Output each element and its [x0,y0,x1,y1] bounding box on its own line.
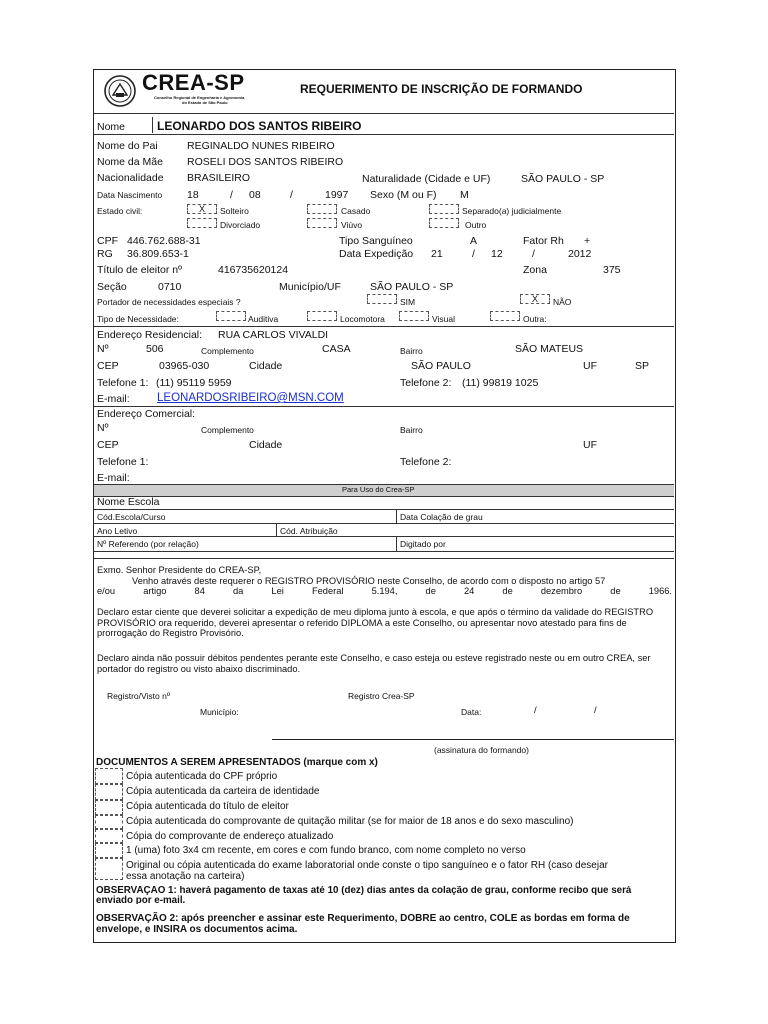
blood-type-label: Tipo Sanguíneo [339,235,413,247]
document-item-voter: Cópia autenticada do título de eleitor [126,801,289,812]
civil-viuvo-label: Viúvo [341,220,363,230]
residential-email-link[interactable]: LEONARDOSRIBEIRO@MSN.COM [157,392,344,404]
civil-outro-label: Outro [465,220,487,230]
civil-casado-label: Casado [341,206,371,216]
need-visual-checkbox[interactable] [399,311,429,321]
civil-separado-label: Separado(a) judicialmente [462,206,562,216]
document-item-photo: 1 (uma) foto 3x4 cm recente, em cores e com fundo branco, com nome completo no verso [126,845,526,856]
civil-casado-checkbox[interactable] [307,204,337,214]
commercial-cep-label: CEP [97,439,119,451]
mother-field[interactable]: ROSELI DOS SANTOS RIBEIRO [187,156,344,168]
signature-caption: (assinatura do formando) [434,745,529,755]
commercial-number-label: Nº [97,422,109,434]
crea-seal-icon [104,75,136,107]
date-label: Data: [461,707,482,717]
logo-text: CREA-SP [142,70,245,95]
rg-issue-month-field[interactable]: 12 [491,248,503,260]
residential-complement-field[interactable]: CASA [322,343,351,355]
course-code-label: Cód.Escola/Curso [97,512,166,522]
date-separator: / [472,248,475,260]
logo-subtitle-1: Conselho Regional de Engenharia e Agronomia [154,95,245,100]
section-label: Seção [97,281,127,293]
logo-subtitle-2: do Estado de São Paulo [182,100,228,105]
residential-street-field[interactable]: RUA CARLOS VIVALDI [218,329,329,341]
county-label: Município/UF [279,281,341,293]
civil-solteiro-label: Solteiro [220,206,249,216]
nationality-label: Nacionalidade [97,172,164,184]
residential-district-field[interactable]: SÃO MATEUS [515,343,584,355]
school-year-label: Ano Letivo [97,526,138,536]
county-field[interactable]: SÃO PAULO - SP [370,281,454,293]
civil-status-label: Estado civil: [97,206,143,216]
sex-field[interactable]: M [460,189,469,201]
nationality-field[interactable]: BRASILEIRO [187,172,251,184]
observation-2: OBSERVAÇÃO 2: após preencher e assinar este Requerimento, DOBRE ao centro, COLE as bordas em forma de envelope, e INSIRA os documentos acima. [96,913,630,935]
special-needs-sim-checkbox[interactable] [367,294,397,304]
document-item-military: Cópia autenticada do comprovante de quitação militar (se for maior de 18 anos e do sexo masculino) [126,816,574,827]
residential-district-label: Bairro [400,346,423,356]
residential-complement-label: Complemento [201,346,254,356]
residential-cep-label: CEP [97,360,119,372]
father-field[interactable]: REGINALDO NUNES RIBEIRO [187,140,335,152]
need-type-label: Tipo de Necessidade: [97,314,179,324]
rh-factor-label: Fator Rh [523,235,564,247]
special-needs-sim-label: SIM [400,297,416,307]
crea-logo [104,70,264,109]
crea-registration-label: Registro Crea-SP [348,691,415,701]
residential-address-label: Endereço Residencial: [97,329,203,341]
commercial-phone1-label: Telefone 1: [97,456,149,468]
special-needs-label: Portador de necessidades especiais ? [97,297,241,307]
school-name-label: Nome Escola [97,496,160,508]
birth-date-label: Data Nascimento [97,190,163,200]
commercial-city-label: Cidade [249,439,283,451]
office-use-banner-text: Para Uso do Crea-SP [342,485,415,494]
need-outra-checkbox[interactable] [490,311,520,321]
zone-label: Zona [523,264,547,276]
commercial-address-label: Endereço Comercial: [97,408,196,420]
document-checkbox-identity[interactable] [95,784,123,800]
zone-field[interactable]: 375 [603,264,621,276]
commercial-district-label: Bairro [400,425,423,435]
cpf-label: CPF [97,235,118,247]
civil-separado-checkbox[interactable] [429,204,459,214]
date-separator: / [532,248,535,260]
document-checkbox-address[interactable] [95,829,123,843]
commercial-uf-label: UF [583,439,597,451]
rg-issue-year-field[interactable]: 2012 [568,248,592,260]
document-item-bloodtest-cont: essa anotação na carteira) [126,871,245,882]
need-outra-label: Outra: [523,314,547,324]
residential-number-field[interactable]: 506 [146,343,164,355]
declaration-paragraph-1: Declaro estar ciente que deverei solicitar a expedição de meu diploma junto à escola, e que após o término da validade do REGISTRO PROVISÓRIO ora requerido, deverei apresentar o referido DIPLOMA a este Conselho, ou apresentar novo atestado para fins de prorrogação do Registro Provisório. [97,607,654,639]
request-line-1: Venho através deste requerer o REGISTRO PROVISÓRIO neste Conselho, de acordo com o disposto no artigo 57 [132,576,606,586]
rg-issue-day-field[interactable]: 21 [431,248,443,260]
salutation: Exmo. Senhor Presidente do CREA-SP, [97,565,262,575]
birth-month-field[interactable]: 08 [249,189,261,201]
commercial-complement-label: Complemento [201,425,254,435]
residential-phone2-label: Telefone 2: [400,377,452,389]
mother-label: Nome da Mãe [97,156,163,168]
name-field[interactable]: LEONARDO DOS SANTOS RIBEIRO [157,119,362,133]
residential-city-label: Cidade [249,360,283,372]
residential-phone1-field[interactable]: (11) 95119 5959 [156,377,232,389]
rh-factor-field[interactable]: + [584,235,591,247]
need-locomotora-label: Locomotora [340,314,385,324]
residential-email-label: E-mail: [97,393,130,405]
rg-issue-date-label: Data Expedição [339,248,414,260]
special-needs-nao-checkbox[interactable]: X [520,294,550,304]
section-field[interactable]: 0710 [158,281,182,293]
typed-by-label: Digitado por [400,539,446,549]
birthplace-field[interactable]: SÃO PAULO - SP [521,173,605,185]
civil-solteiro-checkbox[interactable]: X [187,204,217,214]
graduation-date-label: Data Colação de grau [400,512,483,522]
residential-uf-field[interactable]: SP [635,360,650,372]
need-visual-label: Visual [432,314,455,324]
date-separator: / [230,189,233,201]
commercial-phone2-label: Telefone 2: [400,456,452,468]
residential-uf-label: UF [583,360,597,372]
civil-viuvo-checkbox[interactable] [307,218,337,228]
document-checkbox-voter[interactable] [95,800,123,815]
signature-line[interactable] [272,739,674,740]
request-line-2: e/ou artigo 84 da Lei Federal 5.194, de 24 de dezembro de 1966. [97,586,672,596]
name-label: Nome [97,121,126,133]
blood-type-field[interactable]: A [470,235,478,247]
date-separator: / [534,705,537,716]
form-title: REQUERIMENTO DE INSCRIÇÃO DE FORMANDO [300,82,583,96]
civil-divorciado-label: Divorciado [220,220,261,230]
special-needs-nao-label: NÃO [553,297,572,307]
commercial-email-label: E-mail: [97,472,130,484]
civil-outro-checkbox[interactable] [429,218,459,228]
residential-phone1-label: Telefone 1: [97,377,149,389]
birth-year-field[interactable]: 1997 [325,189,349,201]
need-auditiva-checkbox[interactable] [216,311,246,321]
residential-phone2-field[interactable]: (11) 99819 1025 [462,377,539,389]
need-auditiva-label: Auditiva [248,314,279,324]
voter-id-field[interactable]: 416735620124 [218,264,289,276]
registration-number-label: Registro/Visto nº [107,691,170,701]
residential-number-label: Nº [97,343,109,355]
document-item-cpf: Cópia autenticada do CPF próprio [126,771,278,782]
birth-day-field[interactable]: 18 [187,189,199,201]
document-item-address: Cópia do comprovante de endereço atualizado [126,831,334,842]
reference-number-label: Nº Referendo (por relação) [97,539,199,549]
municipality-label: Município: [200,707,239,717]
documents-title: DOCUMENTOS A SEREM APRESENTADOS (marque com x) [96,757,378,768]
document-checkbox-military[interactable] [95,815,123,829]
assignment-code-label: Cód. Atribuição [280,526,338,536]
birthplace-label: Naturalidade (Cidade e UF) [362,173,491,185]
rg-label: RG [97,248,113,260]
father-label: Nome do Pai [97,140,158,152]
document-item-identity: Cópia autenticada da carteira de identidade [126,786,320,797]
declaration-paragraph-2: Declaro ainda não possuir débitos pendentes perante este Conselho, e caso esteja ou esteve registrado neste ou em outro CREA, ser portador do registro ou visto abaixo discriminado. [97,653,651,674]
observation-1: OBSERVAÇÃO 1: haverá pagamento de taxas até 10 (dez) dias antes da colação de grau, conforme recibo que será enviado por e-mail. [96,886,632,904]
registration-form [93,69,676,943]
document-checkbox-cpf[interactable] [95,768,123,784]
date-separator: / [290,189,293,201]
document-checkbox-bloodtest[interactable] [95,858,123,880]
residential-cep-field[interactable]: 03965-030 [159,360,210,372]
civil-divorciado-checkbox[interactable] [187,218,217,228]
sex-label: Sexo (M ou F) [370,189,437,201]
date-separator: / [594,705,597,716]
cpf-field[interactable]: 446.762.688-31 [127,235,201,247]
document-checkbox-photo[interactable] [95,843,123,858]
need-locomotora-checkbox[interactable] [307,311,337,321]
residential-city-field[interactable]: SÃO PAULO [411,360,471,372]
voter-id-label: Título de eleitor nº [97,264,182,276]
document-item-bloodtest: Original ou cópia autenticada do exame laboratorial onde conste o tipo sanguíneo e o fator RH (caso desejar [126,860,608,871]
rg-field[interactable]: 36.809.653-1 [127,248,189,260]
